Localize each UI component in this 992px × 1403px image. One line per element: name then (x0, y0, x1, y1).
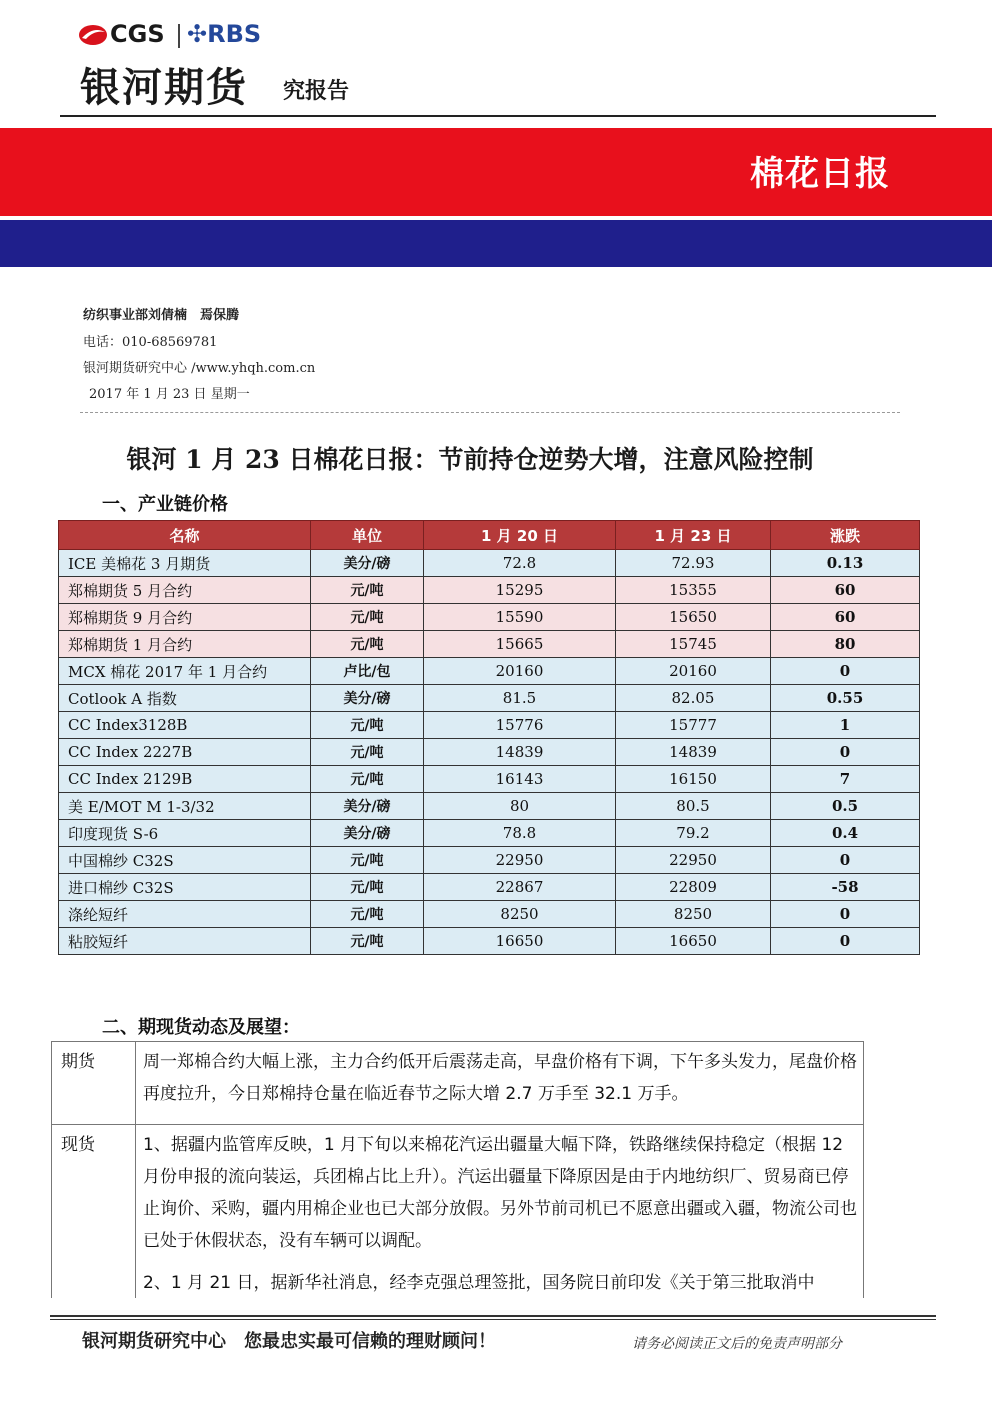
phone-line: 电话：010-68569781 (83, 335, 218, 350)
cell-date2-value: 15650 (616, 604, 771, 631)
cgs-logo-icon (78, 24, 108, 46)
cell-unit: 美分/磅 (311, 550, 424, 577)
cell-change: 60 (771, 577, 920, 604)
cell-change: 0.4 (771, 820, 920, 847)
cell-change: 80 (771, 631, 920, 658)
cell-change: 0.5 (771, 793, 920, 820)
cell-date2-value: 16650 (616, 928, 771, 955)
cell-date1-value: 72.8 (424, 550, 616, 577)
cell-name: 郑棉期货 1 月合约 (59, 631, 311, 658)
futures-text (136, 1042, 864, 1125)
table-row (59, 685, 920, 712)
spot-paragraph-2: 2、1 月 21 日，据新华社消息，经李克强总理签批，国务院日前印发《关于第三批取消中 (143, 1273, 815, 1293)
cell-change: 1 (771, 712, 920, 739)
table-row (59, 847, 920, 874)
cell-name: 郑棉期货 9 月合约 (59, 604, 311, 631)
cell-name: CC Index 2129B (59, 766, 311, 793)
cell-date1-value: 8250 (424, 901, 616, 928)
banner-stripe (0, 220, 992, 267)
footer-disclaimer: 请务必阅读正文后的免责声明部分 (632, 1336, 842, 1352)
price-table (58, 520, 920, 955)
cell-unit: 元/吨 (311, 712, 424, 739)
rbs-label: RBS (207, 20, 262, 48)
main-title: 银河 1 月 23 日棉花日报：节前持仓逆势大增，注意风险控制 (126, 445, 814, 474)
cell-name: MCX 棉花 2017 年 1 月合约 (59, 658, 311, 685)
header-name: 名称 (59, 521, 311, 550)
cell-name: 粘胶短纤 (59, 928, 311, 955)
cell-unit: 卢比/包 (311, 658, 424, 685)
table-row (59, 631, 920, 658)
cell-change: 0 (771, 739, 920, 766)
futures-paragraph: 周一郑棉合约大幅上涨，主力合约低开后震荡走高，早盘价格有下调，下午多头发力，尾盘价格再度拉升，今日郑棉持仓量在临近春节之际大增 2.7 万手至 32.1 万手。 (143, 1052, 857, 1104)
cell-name: CC Index3128B (59, 712, 311, 739)
spot-label: 现货 (52, 1125, 136, 1304)
cell-name: ICE 美棉花 3 月期货 (59, 550, 311, 577)
cell-unit: 元/吨 (311, 874, 424, 901)
cell-date1-value: 15590 (424, 604, 616, 631)
cell-unit: 美分/磅 (311, 820, 424, 847)
cell-date1-value: 80 (424, 793, 616, 820)
cell-name: CC Index 2227B (59, 739, 311, 766)
footer-slogan: 银河期货研究中心 您最忠实最可信赖的理财顾问！ (82, 1331, 496, 1352)
cell-date1-value: 16143 (424, 766, 616, 793)
dashed-divider (80, 412, 900, 413)
header-change: 涨跌 (771, 521, 920, 550)
cell-date1-value: 20160 (424, 658, 616, 685)
header-date2: 1 月 23 日 (616, 521, 771, 550)
logo-divider (178, 24, 180, 48)
cell-name: 郑棉期货 5 月合约 (59, 577, 311, 604)
header-date1: 1 月 20 日 (424, 521, 616, 550)
brand-name: 银河期货 (80, 65, 248, 111)
cell-change: -58 (771, 874, 920, 901)
cell-date1-value: 14839 (424, 739, 616, 766)
cell-unit: 元/吨 (311, 847, 424, 874)
footer-divider-thin (50, 1319, 936, 1320)
cell-date1-value: 22867 (424, 874, 616, 901)
cell-date2-value: 16150 (616, 766, 771, 793)
header-unit: 单位 (311, 521, 424, 550)
futures-label: 期货 (52, 1042, 136, 1125)
logo-rbs-text (187, 20, 261, 48)
cell-unit: 元/吨 (311, 739, 424, 766)
cell-change: 60 (771, 604, 920, 631)
commentary-table (51, 1041, 864, 1304)
cell-date2-value: 15777 (616, 712, 771, 739)
section-heading-outlook: 二、期现货动态及展望： (102, 1017, 300, 1038)
cell-date2-value: 79.2 (616, 820, 771, 847)
cell-change: 0 (771, 928, 920, 955)
cell-unit: 元/吨 (311, 631, 424, 658)
table-row (59, 901, 920, 928)
cell-change: 0 (771, 901, 920, 928)
table-row (59, 550, 920, 577)
cell-date2-value: 15355 (616, 577, 771, 604)
table-row (59, 820, 920, 847)
brand-subtitle: 究报告 (283, 79, 350, 104)
table-row (59, 658, 920, 685)
cell-change: 0 (771, 658, 920, 685)
table-row (59, 604, 920, 631)
cell-name: 涤纶短纤 (59, 901, 311, 928)
table-row (59, 739, 920, 766)
header-divider (60, 115, 936, 117)
cell-unit: 元/吨 (311, 901, 424, 928)
report-title: 棉花日报 (750, 154, 890, 194)
table-row (59, 712, 920, 739)
cell-date1-value: 22950 (424, 847, 616, 874)
cell-name: 中国棉纱 C32S (59, 847, 311, 874)
cell-date2-value: 20160 (616, 658, 771, 685)
cell-unit: 元/吨 (311, 766, 424, 793)
table-row (59, 766, 920, 793)
cell-date1-value: 81.5 (424, 685, 616, 712)
rbs-logo-icon: ✣ (187, 20, 208, 48)
cell-unit: 美分/磅 (311, 685, 424, 712)
spot-paragraph-1: 1、据疆内监管库反映，1 月下旬以来棉花汽运出疆量大幅下降，铁路继续保持稳定（根据 12 月份申报的流向装运，兵团棉占比上升）。汽运出疆量下降原因是由于内地纺织厂、贸易商已停止询价、采购，疆内用棉企业也已大部分放假。另外节前司机已不愿意出疆或入疆，物流公司也已处于休假状态，没有车辆可以调配。 (143, 1135, 857, 1251)
table-row (59, 793, 920, 820)
cell-date1-value: 15776 (424, 712, 616, 739)
spot-text (136, 1125, 864, 1304)
cell-date2-value: 8250 (616, 901, 771, 928)
footer-divider (50, 1315, 936, 1317)
spot-row (52, 1125, 864, 1304)
cell-date2-value: 82.05 (616, 685, 771, 712)
futures-row (52, 1042, 864, 1125)
cell-date2-value: 14839 (616, 739, 771, 766)
cell-date1-value: 15295 (424, 577, 616, 604)
cell-date1-value: 78.8 (424, 820, 616, 847)
website-line: 银河期货研究中心 /www.yhqh.com.cn (83, 361, 316, 376)
cell-change: 0.13 (771, 550, 920, 577)
table-row (59, 577, 920, 604)
author-line: 纺织事业部刘倩楠 焉保腾 (83, 308, 240, 323)
report-date: 2017 年 1 月 23 日 星期一 (89, 387, 250, 402)
cell-name: 印度现货 S-6 (59, 820, 311, 847)
cell-date2-value: 80.5 (616, 793, 771, 820)
price-table-body (59, 550, 920, 955)
table-row (59, 928, 920, 955)
logo-cgs-text: CGS (110, 20, 165, 48)
cell-unit: 美分/磅 (311, 793, 424, 820)
cell-name: Cotlook A 指数 (59, 685, 311, 712)
cell-change: 0.55 (771, 685, 920, 712)
section-heading-prices: 一、产业链价格 (102, 494, 228, 515)
table-row (59, 874, 920, 901)
cell-date1-value: 16650 (424, 928, 616, 955)
cell-change: 7 (771, 766, 920, 793)
cell-unit: 元/吨 (311, 577, 424, 604)
cell-date2-value: 15745 (616, 631, 771, 658)
cell-date2-value: 22950 (616, 847, 771, 874)
cell-name: 进口棉纱 C32S (59, 874, 311, 901)
cell-unit: 元/吨 (311, 928, 424, 955)
cell-change: 0 (771, 847, 920, 874)
table-header-row (59, 521, 920, 550)
cell-date1-value: 15665 (424, 631, 616, 658)
cell-name: 美 E/MOT M 1-3/32 (59, 793, 311, 820)
cell-unit: 元/吨 (311, 604, 424, 631)
cell-date2-value: 72.93 (616, 550, 771, 577)
cell-date2-value: 22809 (616, 874, 771, 901)
